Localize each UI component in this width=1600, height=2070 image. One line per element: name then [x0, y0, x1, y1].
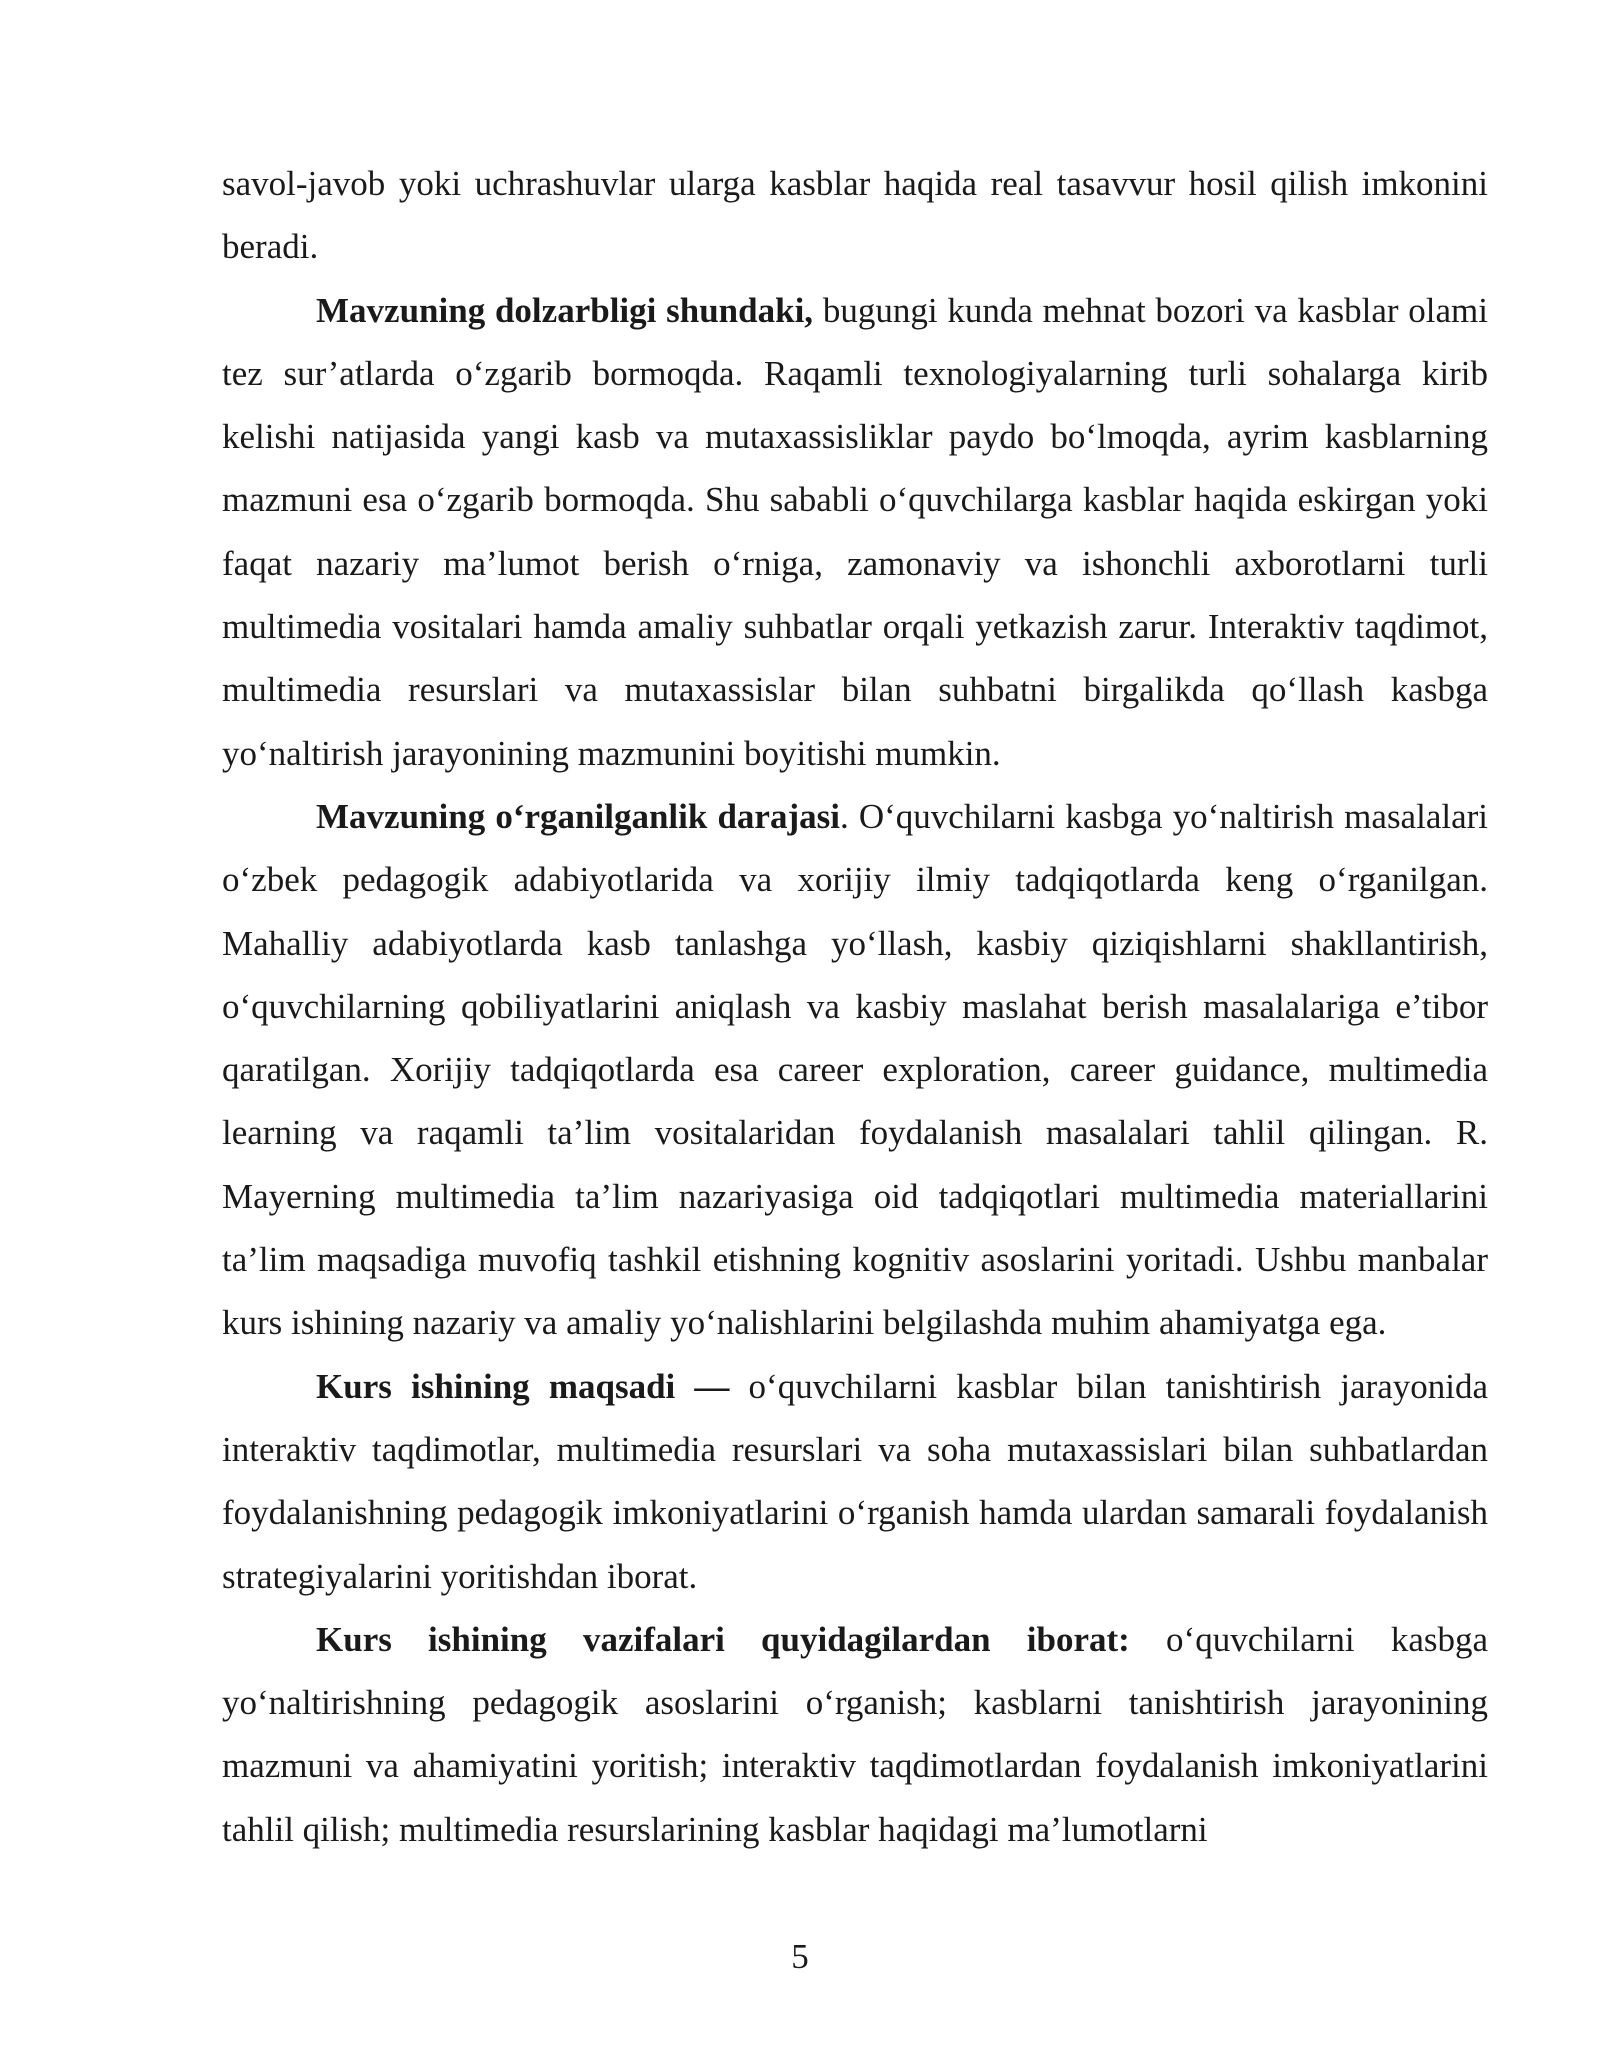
paragraph-lead: Kurs ishining vazifalari quyidagilardan iborat: — [316, 1619, 1130, 1659]
paragraph-text: savol-javob yoki uchrashuvlar ularga kasblar haqida real tasavvur hosil qilish imkonini beradi. — [222, 164, 1488, 267]
paragraph-lead: Mavzuning dolzarbligi shundaki, — [316, 290, 814, 330]
page-number: 5 — [791, 1937, 809, 1976]
paragraph-text: oʻquvchilarni kasblar bilan tanishtirish jarayonida interaktiv taqdimotlar, multimedia resurslari va soha mutaxassislari bilan suhbatlardan foydalanishning pedagogik imkoniyatlarini oʻrganish hamda ulardan samarali foydalanish strategiyalarini yoritishdan iborat. — [222, 1366, 1488, 1596]
paragraph-text: oʻquvchilarni kasbga yoʻnaltirishning pedagogik asoslarini oʻrganish; kasblarni tanishtirish jarayonining mazmuni va ahamiyatini yoritish; interaktiv taqdimotlardan foydalanish imkoniyatlarini tahlil qilish; multimedia resurslarining kasblar haqidagi ma’lumotlarni — [222, 1619, 1489, 1849]
paragraph-relevance — [222, 279, 1488, 785]
paragraph-lead: Kurs ishining maqsadi — — [316, 1366, 730, 1406]
paragraph-text: bugungi kunda mehnat bozori va kasblar olami tez sur’atlarda oʻzgarib bormoqda. Raqamli texnologiyalarning turli sohalarga kirib kelishi natijasida yangi kasb va mutaxassisliklar paydo boʻlmoqda, ayrim kasblarning mazmuni esa oʻzgarib bormoqda. Shu sababli oʻquvchilarga kasblar haqida eskirgan yoki faqat nazariy ma’lumot berish oʻrniga, zamonaviy va ishonchli axborotlarni turli multimedia vositalari hamda amaliy suhbatlar orqali yetkazish zarur. Interaktiv taqdimot, multimedia resurslari va mutaxassislar bilan suhbatni birgalikda qoʻllash kasbga yoʻnaltirish jarayonining mazmunini boyitishi mumkin. — [222, 290, 1488, 773]
page-body — [222, 152, 1488, 1861]
paragraph-continuation — [222, 152, 1488, 279]
paragraph-goal — [222, 1355, 1488, 1608]
paragraph-tasks — [222, 1608, 1488, 1861]
paragraph-text: . Oʻquvchilarni kasbga yoʻnaltirish masalalari oʻzbek pedagogik adabiyotlarida va xorijiy ilmiy tadqiqotlarda keng oʻrganilgan. Mahalliy adabiyotlarda kasb tanlashga yoʻllash, kasbiy qiziqishlarni shakllantirish, oʻquvchilarning qobiliyatlarini aniqlash va kasbiy maslahat berish masalalariga e’tibor qaratilgan. Xorijiy tadqiqotlarda esa career exploration, career guidance, multimedia learning va raqamli ta’lim vositalaridan foydalanish masalalari tahlil qilingan. R. Mayerning multimedia ta’lim nazariyasiga oid tadqiqotlari multimedia materiallarini ta’lim maqsadiga muvofiq tashkil etishning kognitiv asoslarini yoritadi. Ushbu manbalar kurs ishining nazariy va amaliy yoʻnalishlarini belgilashda muhim ahamiyatga ega. — [222, 796, 1488, 1343]
paragraph-study-level — [222, 785, 1488, 1355]
paragraph-lead: Mavzuning oʻrganilganlik darajasi — [316, 796, 840, 836]
